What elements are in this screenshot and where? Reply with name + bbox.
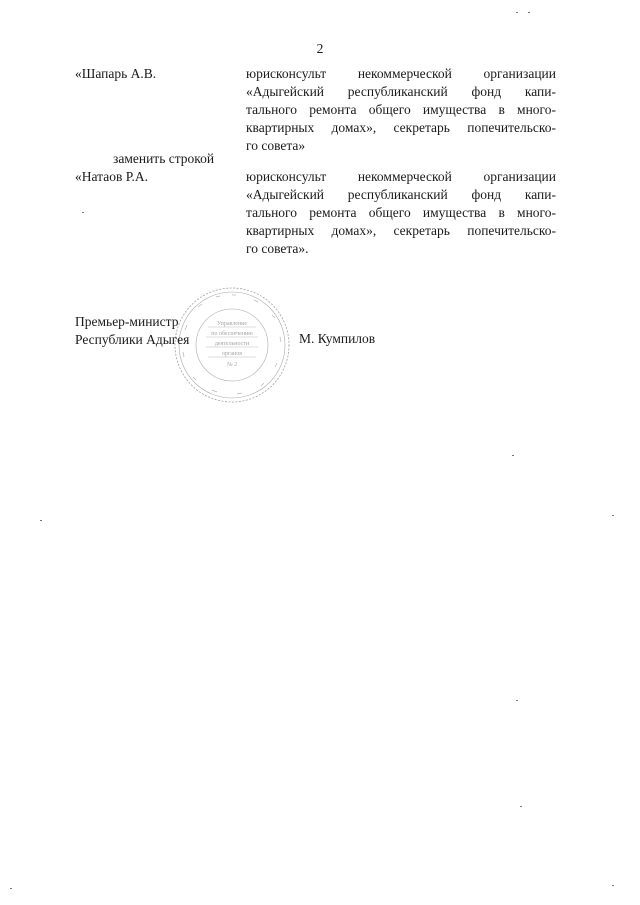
- seal-text-2: по обеспечению: [211, 331, 253, 337]
- signature-title: [75, 313, 189, 349]
- signature-title-line-1: Премьер-министр: [75, 314, 179, 329]
- entry-1-line-4: квартирных домах», секретарь попечительско-: [246, 120, 556, 135]
- entry-2-line-4: квартирных домах», секретарь попечительско-: [246, 223, 556, 238]
- entry-2-position: [246, 168, 556, 258]
- scan-speck: [82, 212, 84, 213]
- entry-2-line-3: тального ремонта общего имущества в много-: [246, 205, 556, 220]
- entry-1-line-5: го совета»: [246, 138, 306, 153]
- replace-label: заменить строкой: [113, 151, 215, 166]
- scan-speck: [528, 12, 530, 13]
- seal-text-4: органов: [221, 351, 243, 357]
- scan-speck: [612, 515, 614, 516]
- entry-2-name: «Натаов Р.А.: [75, 169, 149, 184]
- scan-speck: [40, 520, 42, 521]
- seal-text-1: Управление: [216, 321, 248, 327]
- scan-speck: [10, 888, 12, 889]
- entry-1-line-2: «Адыгейский республиканский фонд капи-: [246, 84, 556, 99]
- entry-1-name: «Шапарь А.В.: [75, 66, 157, 81]
- entry-1-position: [246, 65, 556, 155]
- entry-2-line-2: «Адыгейский республиканский фонд капи-: [246, 187, 556, 202]
- seal-text-5: № 2: [226, 362, 238, 368]
- entry-1-line-3: тального ремонта общего имущества в много-: [246, 102, 556, 117]
- scan-speck: [512, 455, 514, 456]
- signature-name: М. Кумпилов: [299, 331, 376, 346]
- scan-speck: [612, 885, 614, 886]
- official-seal-stamp: [172, 285, 292, 405]
- scan-speck: [516, 700, 518, 701]
- signature-title-line-2: Республики Адыгея: [75, 332, 190, 347]
- scan-speck: [516, 12, 518, 13]
- entry-2-line-1: юрисконсульт некоммерческой организации: [246, 169, 556, 184]
- scan-speck: [520, 806, 522, 807]
- seal-text-3: деятельности: [214, 341, 250, 347]
- entry-1-line-1: юрисконсульт некоммерческой организации: [246, 66, 556, 81]
- page-number: 2: [316, 41, 324, 56]
- entry-2-line-5: го совета».: [246, 241, 309, 256]
